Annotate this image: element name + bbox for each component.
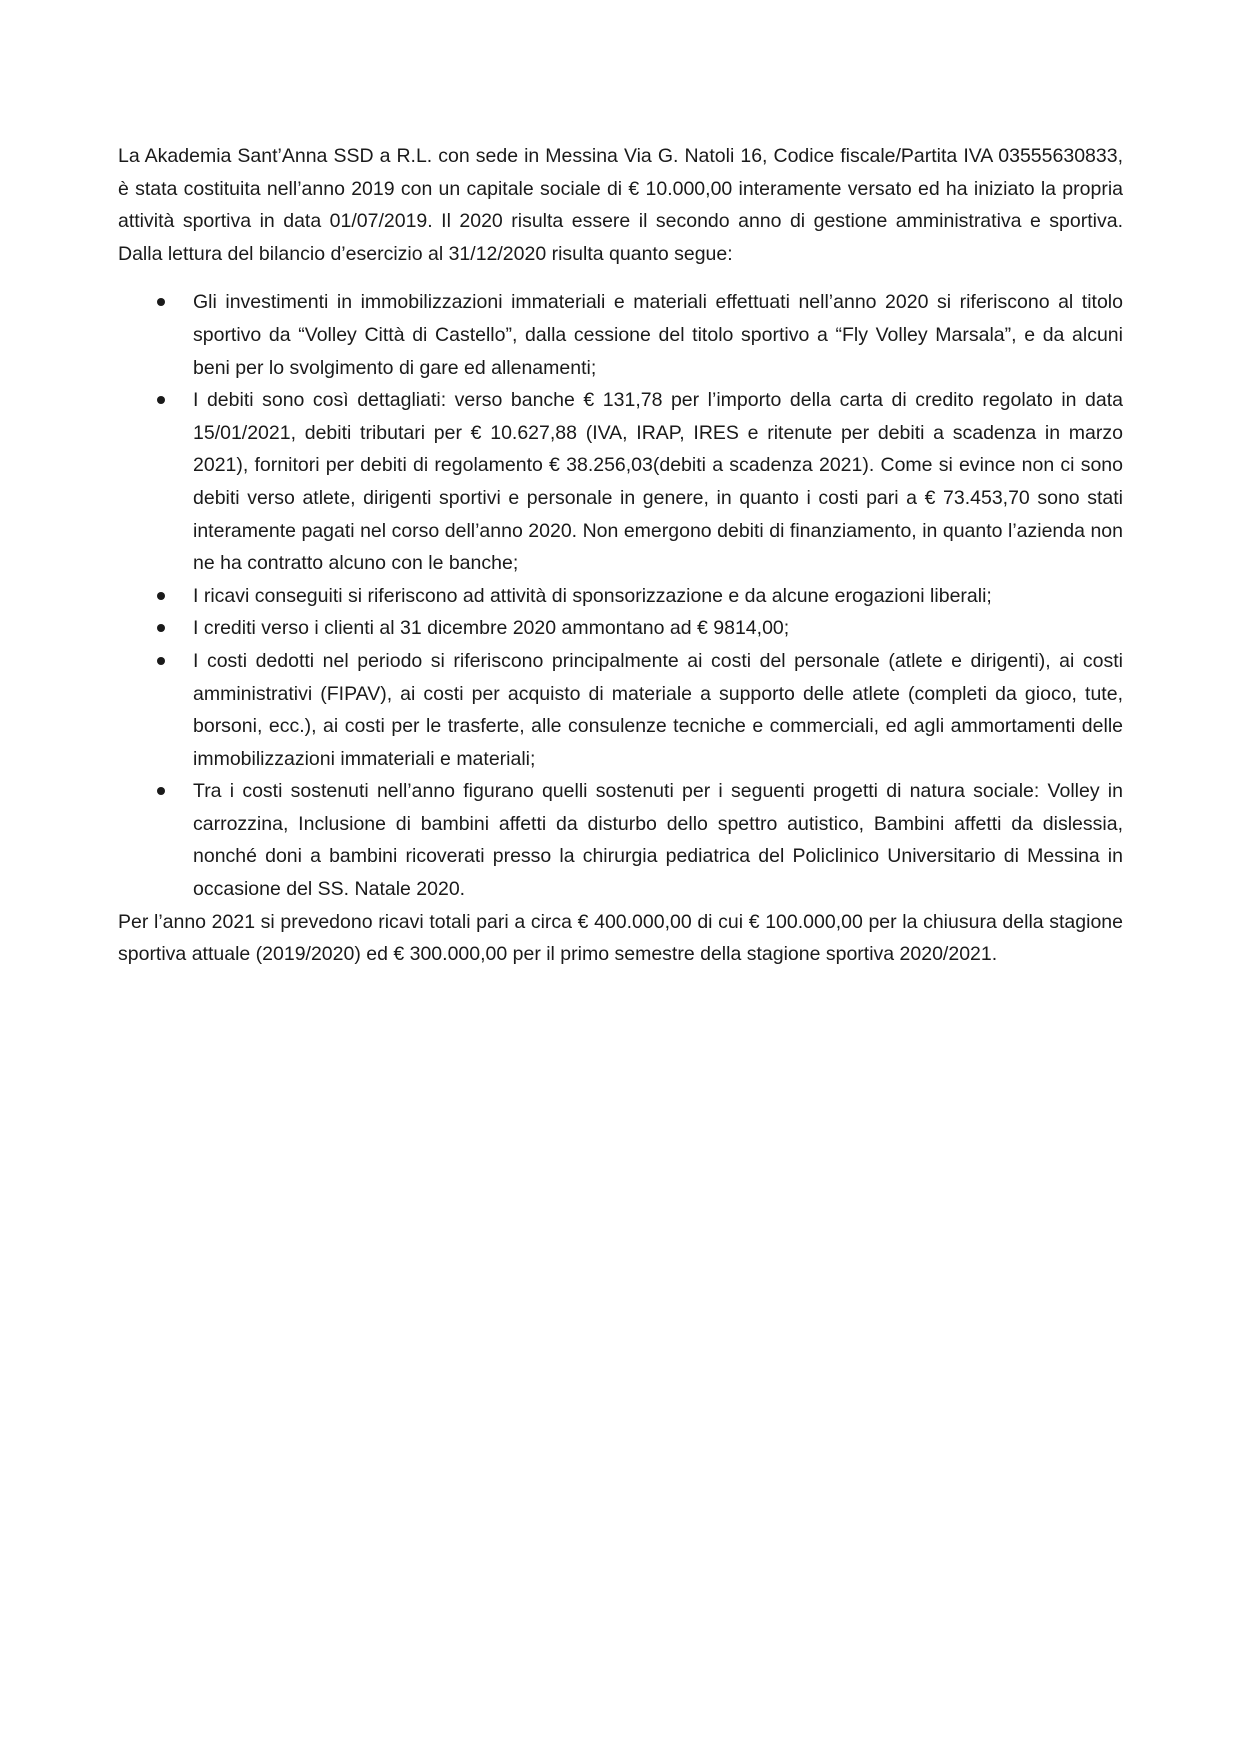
- bullet-list: [118, 286, 1123, 905]
- list-item: [118, 384, 1123, 580]
- list-item: [118, 580, 1123, 613]
- intro-paragraph: La Akademia Sant’Anna SSD a R.L. con sede in Messina Via G. Natoli 16, Codice fiscale/Partita IVA 03555630833, è stata costituita nell’anno 2019 con un capitale sociale di € 10.000,00 interamente versato ed ha iniziato la propria attività sportiva in data 01/07/2019. Il 2020 risulta essere il secondo anno di gestione amministrativa e sportiva. Dalla lettura del bilancio d’esercizio al 31/12/2020 risulta quanto segue:: [118, 145, 1123, 265]
- list-item-text: I ricavi conseguiti si riferiscono ad attività di sponsorizzazione e da alcune erogazioni liberali;: [193, 584, 992, 607]
- bullet-icon: [157, 592, 165, 600]
- list-item-text: Tra i costi sostenuti nell’anno figurano quelli sostenuti per i seguenti progetti di natura sociale: Volley in carrozzina, Inclusione di bambini affetti da disturbo dello spettro autistico, Bambini affetti da dislessia, nonché doni a bambini ricoverati presso la chirurgia pediatrica del Policlinico Universitario di Messina in occasione del SS. Natale 2020.: [193, 780, 1123, 901]
- list-item: [118, 775, 1123, 905]
- bullet-icon: [157, 298, 165, 306]
- bullet-icon: [157, 657, 165, 665]
- bullet-icon: [157, 396, 165, 404]
- document-body: [118, 140, 1123, 971]
- bullet-icon: [157, 624, 165, 632]
- list-item: [118, 612, 1123, 645]
- list-item: [118, 645, 1123, 775]
- list-item: [118, 286, 1123, 384]
- list-item-text: I costi dedotti nel periodo si riferiscono principalmente ai costi del personale (atlete e dirigenti), ai costi amministrativi (FIPAV), ai costi per acquisto di materiale a supporto delle atlete (completi da gioco, tute, borsoni, ecc.), ai costi per le trasferte, alle consulenze tecniche e commerciali, ed agli ammortamenti delle immobilizzazioni immateriali e materiali;: [193, 649, 1123, 770]
- bullet-icon: [157, 787, 165, 795]
- list-item-text: I debiti sono così dettagliati: verso banche € 131,78 per l’importo della carta di credito regolato in data 15/01/2021, debiti tributari per € 10.627,88 (IVA, IRAP, IRES e ritenute per debiti a scadenza in marzo 2021), fornitori per debiti di regolamento € 38.256,03(debiti a scadenza 2021). Come si evince non ci sono debiti verso atlete, dirigenti sportivi e personale in genere, in quanto i costi pari a € 73.453,70 sono stati interamente pagati nel corso dell’anno 2020. Non emergono debiti di finanziamento, in quanto l’azienda non ne ha contratto alcuno con le banche;: [193, 389, 1123, 575]
- closing-paragraph: Per l’anno 2021 si prevedono ricavi totali pari a circa € 400.000,00 di cui € 100.000,00 per la chiusura della stagione sportiva attuale (2019/2020) ed € 300.000,00 per il primo semestre della stagione sportiva 2020/2021.: [118, 910, 1123, 966]
- list-item-text: Gli investimenti in immobilizzazioni immateriali e materiali effettuati nell’anno 2020 si riferiscono al titolo sportivo da “Volley Città di Castello”, dalla cessione del titolo sportivo a “Fly Volley Marsala”, e da alcuni beni per lo svolgimento di gare ed allenamenti;: [193, 291, 1123, 379]
- list-item-text: I crediti verso i clienti al 31 dicembre 2020 ammontano ad € 9814,00;: [193, 617, 790, 640]
